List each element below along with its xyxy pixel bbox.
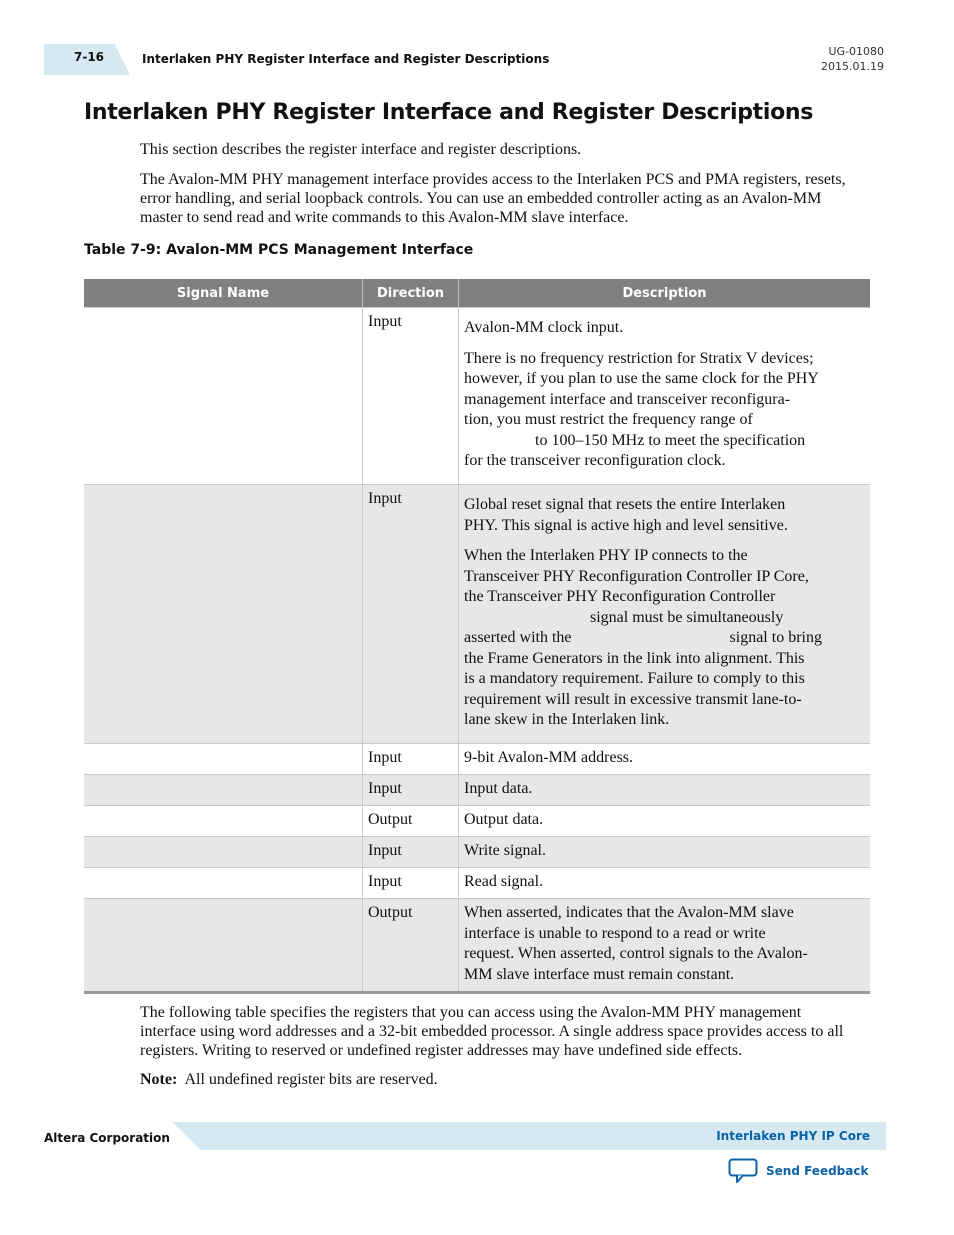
description-cell: Input data.	[464, 780, 533, 797]
send-feedback-label: Send Feedback	[766, 1164, 869, 1178]
intro-paragraph: This section describes the register interface and register descriptions.	[140, 141, 582, 158]
header-direction: Direction	[363, 279, 459, 307]
signal-name-cell	[84, 485, 363, 743]
table-row	[84, 867, 870, 898]
description-cell: Output data.	[464, 811, 544, 828]
note	[140, 1070, 860, 1089]
direction-cell: Input	[363, 837, 459, 867]
table-row	[84, 898, 870, 991]
description-paragraph: The Avalon-MM PHY management interface provides access to the Interlaken PCS and PMA registers, resets, error handling, and serial loopback controls. You can use an embedded controller acting as an Avalon-MM master to send read and write commands to this Avalon-MM slave interface.	[140, 171, 846, 226]
signal-name-cell	[84, 806, 363, 836]
signal-name-cell	[84, 837, 363, 867]
signal-name-cell	[84, 868, 363, 898]
direction-cell: Input	[363, 308, 459, 484]
description-text: Avalon-MM clock input.	[464, 319, 624, 336]
signal-name-cell	[84, 775, 363, 805]
send-feedback-link[interactable]	[728, 1158, 868, 1184]
section-heading: Interlaken PHY Register Interface and Register Descriptions	[84, 100, 814, 125]
registers-paragraph: The following table specifies the registers that you can access using the Avalon-MM PHY management interface using word addresses and a 32-bit embedded processor. A single address space provides access to all registers. Writing to reserved or undefined register addresses may have undefined side effects.	[140, 1004, 844, 1059]
description-cell	[459, 899, 870, 991]
document-id: UG-01080	[828, 45, 884, 58]
table-row	[84, 836, 870, 867]
description-cell	[459, 485, 870, 743]
note-text: All undefined register bits are reserved.	[184, 1071, 438, 1088]
table-row	[84, 774, 870, 805]
footer-doc-title-link[interactable]: Interlaken PHY IP Core	[716, 1129, 870, 1143]
header-description: Description	[622, 285, 707, 301]
direction-cell: Input	[363, 485, 459, 743]
direction-cell: Input	[363, 744, 459, 774]
header-signal-name: Signal Name	[84, 279, 363, 307]
direction-cell: Input	[363, 775, 459, 805]
direction-cell: Input	[363, 868, 459, 898]
signal-name-cell	[84, 308, 363, 484]
description-cell: 9-bit Avalon-MM address.	[464, 749, 634, 766]
feedback-icon	[728, 1158, 758, 1184]
page-number: 7-16	[74, 50, 105, 64]
description-text: Global reset signal that resets the entire Interlaken PHY. This signal is active high and level sensitive.	[464, 496, 788, 534]
description-text: There is no frequency restriction for Stratix V devices; however, if you plan to use the same clock for the PHY management interface and transceiver reconfigura- tion, you must restrict the frequency range of to 100–150 MHz to meet the specification for the transceiver reconfiguration clock.	[464, 349, 819, 469]
document-date: 2015.01.19	[821, 60, 884, 73]
table-caption: Table 7-9: Avalon-MM PCS Management Interface	[84, 242, 474, 258]
table-row	[84, 484, 870, 743]
description-cell: Read signal.	[464, 873, 544, 890]
signal-name-cell	[84, 744, 363, 774]
note-label: Note:	[140, 1071, 178, 1088]
table-header-row	[84, 279, 870, 307]
table-row	[84, 805, 870, 836]
direction-cell: Output	[363, 806, 459, 836]
signal-name-cell	[84, 899, 363, 991]
direction-cell: Output	[363, 899, 459, 991]
description-cell: Write signal.	[464, 842, 546, 859]
description-text: When asserted, indicates that the Avalon-MM slave interface is unable to respond to a read or write request. When asserted, control signals to the Avalon- MM slave interface must remain constant.	[464, 904, 808, 983]
description-cell	[459, 308, 870, 484]
company-name: Altera Corporation	[44, 1131, 170, 1145]
running-header-title: Interlaken PHY Register Interface and Register Descriptions	[142, 52, 550, 66]
document-meta	[821, 44, 884, 74]
table-row	[84, 743, 870, 774]
table-row	[84, 307, 870, 484]
pcs-management-table	[84, 279, 870, 994]
description-text: When the Interlaken PHY IP connects to the Transceiver PHY Reconfiguration Controller IP Core, the Transceiver PHY Reconfiguration Controller signal must be simultaneously asserted with the signal to bring the Frame Generators in the link into alignment. This is a mandatory requirement. Failure to comply to this requirement will result in excessive transmit lane-to- lane skew in the Interlaken link.	[464, 547, 822, 728]
